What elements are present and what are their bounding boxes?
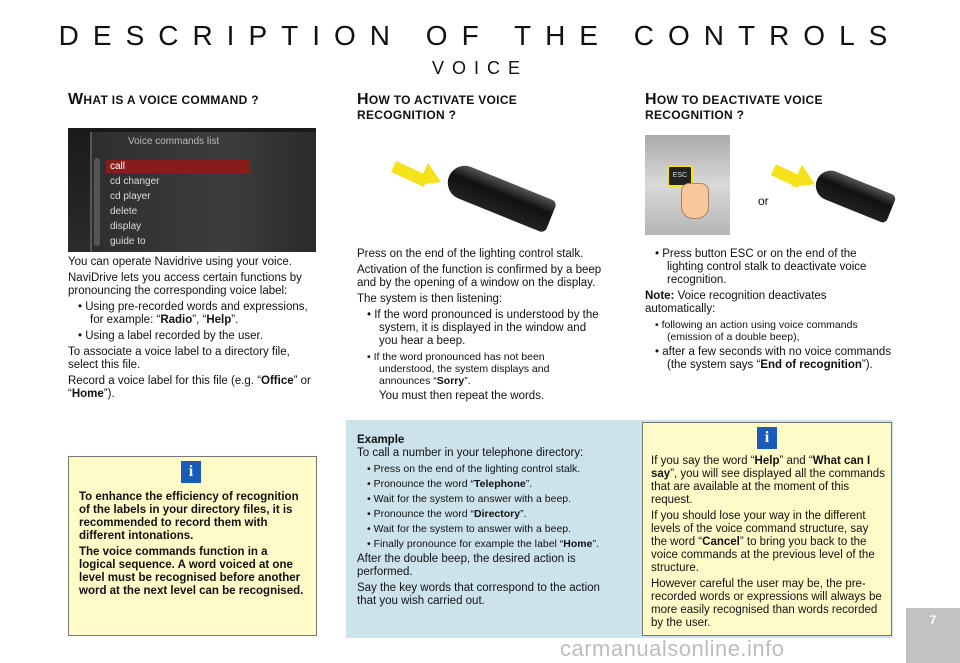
col2-p1: Press on the end of the lighting control stalk.: [357, 248, 584, 260]
example-after-1: After the double beep, the desired action is performed.: [357, 553, 576, 578]
info-icon: i: [757, 427, 777, 449]
lighting-stalk-icon: [811, 166, 896, 224]
col2-bullet-1: • If the word pronounced is understood by the system, it is displayed in the window and you hear a beep.: [367, 309, 599, 347]
screen-item: guide to: [110, 236, 146, 247]
page-number: 7: [906, 608, 960, 663]
tip-left-p1: To enhance the efficiency of recognition of the labels in your directory files, it is recommended to record them with different intonations.: [79, 491, 299, 542]
example-step: • Finally pronounce for example the label “Home”.: [367, 538, 599, 550]
voice-commands-screen: [68, 128, 316, 252]
example-intro: To call a number in your telephone directory:: [357, 447, 584, 459]
col3-body: [645, 248, 893, 375]
col3-note-bullet-2: • after a few seconds with no voice commands (the system says “End of recognition”).: [655, 346, 892, 371]
example-step: • Pronounce the word “Directory”.: [367, 508, 527, 520]
screen-item: cd player: [110, 191, 151, 202]
screen-item: delete: [110, 206, 138, 217]
tip-left-text: [79, 491, 307, 601]
tip-right-p2: If you should lose your way in the different levels of the voice command structure, say the word “Cancel” to bring you back to the voice commands at the previous level of the structure.: [651, 510, 875, 574]
arrow-head-icon: [418, 163, 446, 193]
tip-right-p3: However careful the user may be, the pre-recorded words or expressions will always be more easily recognised than words recorded by the user.: [651, 578, 882, 629]
watermark: carmanualsonline.info: [560, 636, 785, 661]
example-step: • Wait for the system to answer with a beep.: [367, 493, 572, 505]
example-step: • Pronounce the word “Telephone”.: [367, 478, 533, 490]
page-title: DESCRIPTION OF THE CONTROLS: [58, 20, 902, 51]
col2-body: [357, 248, 602, 406]
page-subtitle: VOICE: [431, 58, 528, 78]
tip-box-right: [642, 422, 892, 636]
col2-p2: Activation of the function is confirmed by a beep and by the opening of a window on the display.: [357, 264, 602, 289]
info-icon: i: [181, 461, 201, 483]
col2-p3: The system is then listening:: [357, 293, 503, 305]
col3-bullet-1: • Press button ESC or on the end of the lighting control stalk to deactivate voice recognition.: [655, 248, 867, 286]
what-is-heading: WHAT IS A VOICE COMMAND ?: [68, 91, 259, 108]
stalk-illustration-deactivate: [772, 150, 897, 240]
col3-note-bullet-1: • following an action using voice commands (emission of a double beep),: [655, 319, 858, 343]
deactivate-heading: HOW TO DEACTIVATE VOICE RECOGNITION ?: [645, 91, 823, 122]
esc-button-icon: ESC: [667, 165, 693, 187]
lighting-stalk-icon: [443, 161, 558, 234]
example-step: • Press on the end of the lighting control stalk.: [367, 463, 581, 475]
example-title: Example: [357, 434, 405, 446]
col3-note: Note: Voice recognition deactivates automatically:: [645, 290, 827, 315]
example-section: [357, 434, 602, 611]
col1-bullet-2: • Using a label recorded by the user.: [78, 330, 263, 342]
stalk-illustration-activate: [390, 140, 560, 240]
example-after-2: Say the key words that correspond to the action that you wish carried out.: [357, 582, 600, 607]
col1-bullet-1: • Using pre-recorded words and expressions, for example: “Radio”, “Help”.: [78, 301, 308, 326]
col1-p1: You can operate Navidrive using your voice.: [68, 256, 292, 268]
example-step: • Wait for the system to answer with a beep.: [367, 523, 572, 535]
or-label: or: [758, 194, 769, 208]
esc-button-photo: [645, 135, 730, 235]
screen-scrollbar: [94, 158, 100, 246]
tip-box-left: [68, 456, 317, 636]
tip-right-text: [651, 455, 885, 633]
col2-bullet-2: • If the word pronounced has not been understood, the system displays and announces “Sorry”.: [367, 351, 550, 387]
tip-right-p1: If you say the word “Help” and “What can I say”, you will see displayed all the commands that are available at the moment of this request.: [651, 455, 885, 506]
screen-header: Voice commands list: [128, 136, 220, 147]
col1-p2: NaviDrive lets you access certain functions by pronouncing the corresponding voice label:: [68, 272, 302, 297]
pointing-hand-icon: [681, 183, 709, 219]
activate-heading: HOW TO ACTIVATE VOICE RECOGNITION ?: [357, 91, 518, 122]
screen-item: display: [110, 221, 142, 232]
tip-left-p2: The voice commands function in a logical sequence. A word voiced at one level must be recognised before another word at the next level can be recognised.: [79, 546, 304, 597]
col2-bullet-2-tail: You must then repeat the words.: [379, 390, 545, 402]
screen-item: call: [106, 160, 250, 173]
col1-p3: To associate a voice label to a directory file, select this file.: [68, 346, 290, 371]
col1-body: [68, 256, 316, 404]
col1-p4: Record a voice label for this file (e.g. “Office” or “Home”).: [68, 375, 311, 400]
screen-item: cd changer: [110, 176, 160, 187]
